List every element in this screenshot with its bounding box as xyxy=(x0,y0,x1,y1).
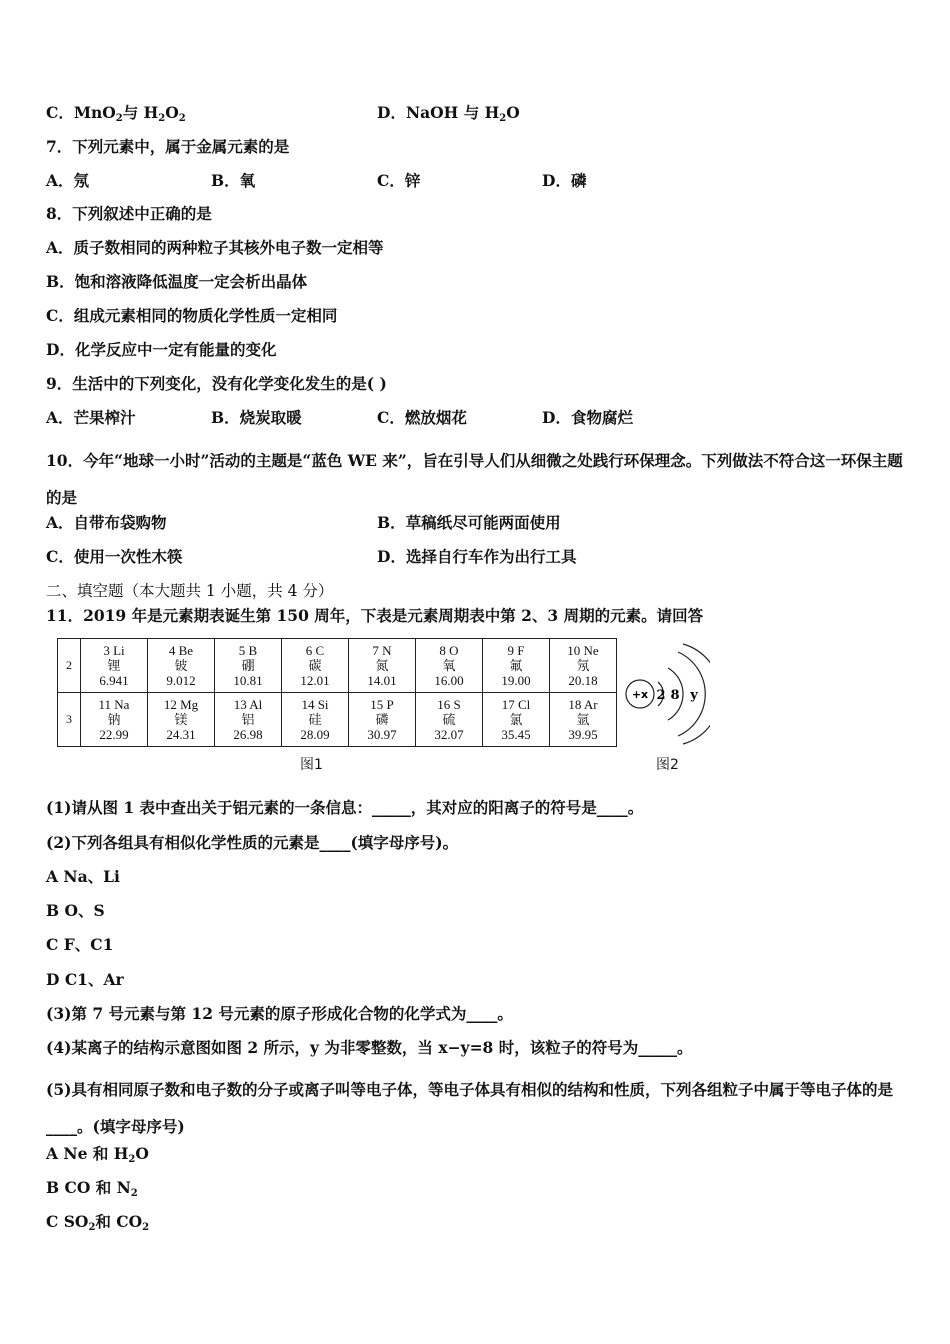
element-cell: 11 Na 钠 22.99 xyxy=(81,693,148,747)
element-cell: 5 B 硼 10.81 xyxy=(215,639,282,693)
period-2-row xyxy=(58,639,617,693)
element-cell: 14 Si 硅 28.09 xyxy=(282,693,349,747)
q11-part-2-option-b: B O、S xyxy=(46,901,105,920)
element-cell: 16 S 硫 32.07 xyxy=(416,693,483,747)
q9-option-d: D．食物腐烂 xyxy=(542,408,633,427)
element-cell: 10 Ne 氖 20.18 xyxy=(550,639,617,693)
q11-part-3: (3)第 7 号元素与第 12 号元素的原子形成化合物的化学式为____。 xyxy=(46,1004,513,1023)
q11-part-4: (4)某离子的结构示意图如图 2 所示，y 为非零整数，当 x−y=8 时，该粒子的符号为_____。 xyxy=(46,1038,693,1057)
element-cell: 4 Be 铍 9.012 xyxy=(148,639,215,693)
element-cell: 3 Li 锂 6.941 xyxy=(81,639,148,693)
shell-2-count: 8 xyxy=(670,688,680,703)
period-3-row xyxy=(58,693,617,747)
q8-option-d: D．化学反应中一定有能量的变化 xyxy=(46,340,277,359)
figure-2-caption: 图2 xyxy=(656,757,679,773)
element-cell: 15 P 磷 30.97 xyxy=(349,693,416,747)
q11-part-5: (5)具有相同原子数和电子数的分子或离子叫等电子体，等电子体具有相似的结构和性质，下列各组粒子中属于等电子体的是____。(填字母序号) xyxy=(46,1080,893,1136)
q9-stem: 9．生活中的下列变化，没有化学变化发生的是( ) xyxy=(46,374,387,393)
q11-part-5-option-b: B CO 和 $N_2$ xyxy=(46,1178,138,1199)
periodic-table xyxy=(57,638,617,747)
q10-option-c: C．使用一次性木筷 xyxy=(46,547,183,566)
q7-stem: 7．下列元素中，属于金属元素的是 xyxy=(46,137,290,156)
q10-option-a: A．自带布袋购物 xyxy=(46,513,167,532)
nucleus-charge: +x xyxy=(631,688,649,701)
shell-3-count: y xyxy=(690,688,698,703)
q11-part-2: (2)下列各组具有相似化学性质的元素是____(填字母序号)。 xyxy=(46,833,459,852)
element-cell: 17 Cl 氯 35.45 xyxy=(483,693,550,747)
element-cell: 12 Mg 镁 24.31 xyxy=(148,693,215,747)
q11-stem: 11．2019 年是元素期表诞生第 150 周年，下表是元素周期表中第 2、3 周期的元素。请回答 xyxy=(46,606,704,625)
q8-option-a: A．质子数相同的两种粒子其核外电子数一定相等 xyxy=(46,238,384,257)
q7-option-b: B．氧 xyxy=(211,171,256,190)
figure-1-caption: 图1 xyxy=(300,757,323,773)
q8-option-b: B．饱和溶液降低温度一定会析出晶体 xyxy=(46,272,308,291)
element-cell: 6 C 碳 12.01 xyxy=(282,639,349,693)
q11-part-2-option-d: D C1、Ar xyxy=(46,970,124,989)
q11-part-2-option-a: A Na、Li xyxy=(46,867,120,886)
section-heading: 二、填空题（本大题共 1 小题，共 4 分） xyxy=(46,582,334,600)
atom-structure-diagram xyxy=(620,638,710,748)
q10-option-d: D．选择自行车作为出行工具 xyxy=(377,547,577,566)
q8-stem: 8．下列叙述中正确的是 xyxy=(46,204,212,223)
q8-option-c: C．组成元素相同的物质化学性质一定相同 xyxy=(46,306,338,325)
q7-option-d: D．磷 xyxy=(542,171,587,190)
q9-option-a: A．芒果榨汁 xyxy=(46,408,136,427)
element-cell: 13 Al 铝 26.98 xyxy=(215,693,282,747)
q11-part-5-option-a: A Ne 和 $H_2O$ xyxy=(46,1144,149,1165)
element-cell: 8 O 氧 16.00 xyxy=(416,639,483,693)
q7-option-a: A．氖 xyxy=(46,171,90,190)
period-label: 2 xyxy=(58,639,81,693)
q11-part-2-option-c: C F、C1 xyxy=(46,935,114,954)
q11-part-5-option-c: C $SO_2$和 $CO_2$ xyxy=(46,1212,150,1233)
q7-option-c: C．锌 xyxy=(377,171,421,190)
q10-stem: 10．今年“地球一小时”活动的主题是“蓝色 WE 来”，旨在引导人们从细微之处践行环保理念。下列做法不符合这一环保主题的是 xyxy=(46,451,903,507)
q6-option-c: C．MnO$_2$与 $H_2O_2$ xyxy=(46,103,186,124)
period-label: 3 xyxy=(58,693,81,747)
element-cell: 9 F 氟 19.00 xyxy=(483,639,550,693)
element-cell: 7 N 氮 14.01 xyxy=(349,639,416,693)
q11-part-1: (1)请从图 1 表中查出关于铝元素的一条信息：_____，其对应的阳离子的符号是____。 xyxy=(46,798,644,817)
q6-option-d: D．NaOH 与 $H_2O$ xyxy=(377,103,520,124)
q9-option-b: B．烧炭取暖 xyxy=(211,408,302,427)
shell-1-count: 2 xyxy=(656,688,666,703)
q9-option-c: C．燃放烟花 xyxy=(377,408,467,427)
element-cell: 18 Ar 氩 39.95 xyxy=(550,693,617,747)
q10-option-b: B．草稿纸尽可能两面使用 xyxy=(377,513,561,532)
